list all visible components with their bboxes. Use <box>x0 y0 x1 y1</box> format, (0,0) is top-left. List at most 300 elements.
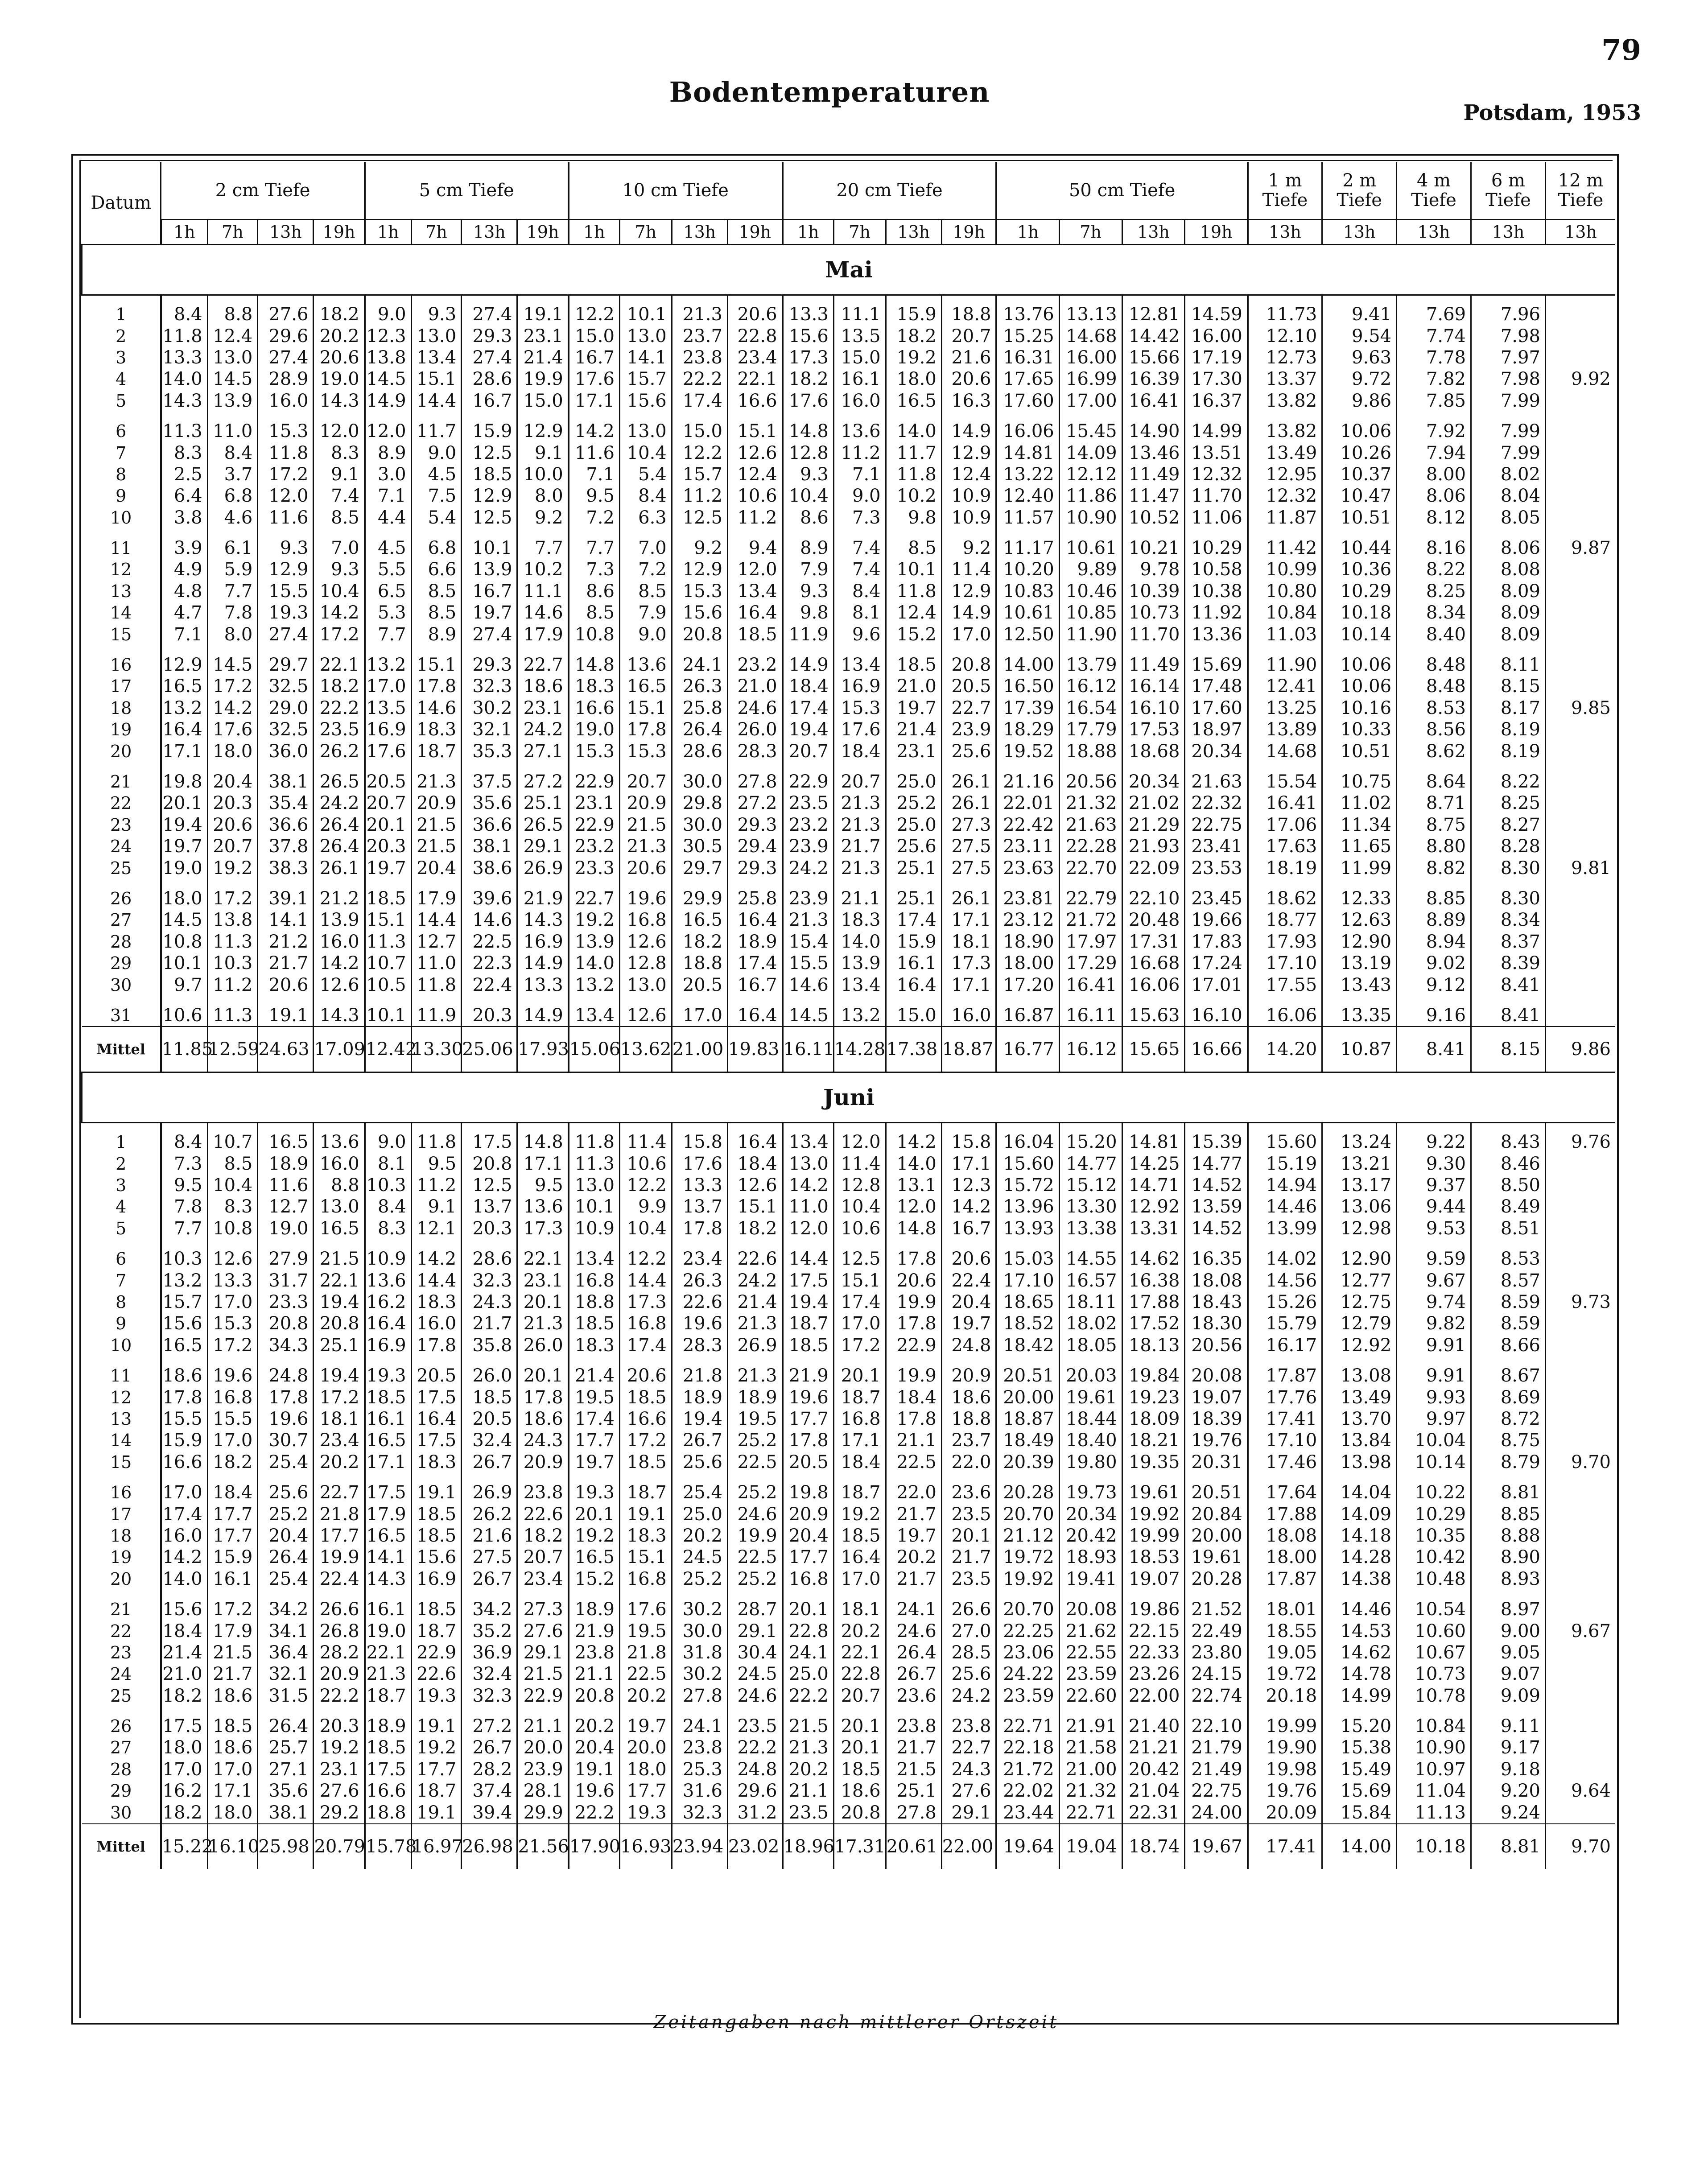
spacer-cell <box>258 1356 314 1365</box>
value-cell: 25.7 <box>258 1737 314 1758</box>
value-cell: 32.1 <box>462 719 517 740</box>
spacer-cell <box>411 412 462 421</box>
value-cell: 16.7 <box>462 390 517 412</box>
spacer-cell <box>886 1123 941 1132</box>
value-cell: 16.5 <box>672 909 727 931</box>
value-cell: 21.00 <box>672 1027 727 1072</box>
value-cell: 19.61 <box>1059 1386 1122 1408</box>
value-cell: 30.4 <box>727 1642 782 1663</box>
value-cell: 20.9 <box>941 1365 996 1386</box>
value-cell: 11.34 <box>1322 814 1397 836</box>
value-cell: 20.8 <box>941 654 996 676</box>
value-cell: 7.5 <box>411 485 462 507</box>
spacer-cell <box>886 1590 941 1599</box>
value-cell: 17.52 <box>1122 1313 1185 1334</box>
spacer-cell <box>727 295 782 304</box>
value-cell: 30.2 <box>462 697 517 719</box>
value-cell: 17.8 <box>886 1408 941 1430</box>
spacer-cell <box>1248 1473 1322 1482</box>
spacer-cell <box>462 528 517 537</box>
value-cell: 12.92 <box>1122 1196 1185 1217</box>
table-row <box>82 1780 1616 1802</box>
value-cell: 13.84 <box>1322 1430 1397 1451</box>
value-cell: 25.4 <box>672 1482 727 1503</box>
spacer-cell <box>462 1590 517 1599</box>
value-cell: 8.41 <box>1471 974 1545 995</box>
value-cell: 25.6 <box>886 836 941 857</box>
value-cell: 15.0 <box>833 347 886 368</box>
spacer-cell <box>886 879 941 888</box>
value-cell <box>1545 1685 1615 1706</box>
value-cell: 5.4 <box>619 464 672 485</box>
spacer-cell <box>1397 1590 1471 1599</box>
value-cell: 19.7 <box>462 602 517 623</box>
spacer-cell <box>207 762 258 771</box>
value-cell: 7.9 <box>783 559 834 580</box>
spacer-cell <box>1471 1473 1545 1482</box>
spacer-cell <box>783 412 834 421</box>
value-cell: 23.1 <box>569 792 620 814</box>
value-cell: 8.75 <box>1471 1430 1545 1451</box>
value-cell: 11.3 <box>161 421 207 442</box>
time-header: 13h <box>886 219 941 245</box>
value-cell: 26.9 <box>462 1482 517 1503</box>
value-cell: 16.11 <box>783 1027 834 1072</box>
date-cell: 9 <box>116 1314 127 1334</box>
value-cell: 14.20 <box>1248 1027 1322 1072</box>
value-cell: 30.0 <box>672 771 727 792</box>
value-cell: 22.25 <box>996 1620 1059 1641</box>
value-cell: 17.5 <box>161 1716 207 1737</box>
value-cell: 18.97 <box>1185 719 1248 740</box>
value-cell: 21.16 <box>996 771 1059 792</box>
spacer-cell <box>727 1123 782 1132</box>
value-cell: 14.8 <box>517 1131 569 1153</box>
time-header: 19h <box>314 219 365 245</box>
value-cell: 8.67 <box>1471 1365 1545 1386</box>
value-cell: 14.3 <box>365 1568 411 1590</box>
value-cell: 22.7 <box>941 697 996 719</box>
value-cell: 19.8 <box>783 1482 834 1503</box>
value-cell: 16.5 <box>258 1131 314 1153</box>
value-cell: 12.7 <box>411 931 462 953</box>
value-cell: 15.45 <box>1059 421 1122 442</box>
value-cell: 38.6 <box>462 857 517 878</box>
value-cell: 10.06 <box>1322 676 1397 697</box>
spacer-cell <box>1122 1473 1185 1482</box>
value-cell: 37.5 <box>462 771 517 792</box>
value-cell: 11.9 <box>411 1005 462 1027</box>
spacer-cell <box>411 295 462 304</box>
value-cell: 24.8 <box>258 1365 314 1386</box>
value-cell: 24.3 <box>517 1430 569 1451</box>
spacer-cell <box>82 528 161 537</box>
table-row <box>82 304 1616 325</box>
spacer-row <box>82 1123 1616 1132</box>
value-cell: 24.00 <box>1185 1802 1248 1823</box>
value-cell: 8.5 <box>411 581 462 602</box>
value-cell: 7.99 <box>1471 442 1545 463</box>
value-cell: 10.22 <box>1397 1482 1471 1503</box>
value-cell: 15.84 <box>1322 1802 1397 1823</box>
value-cell: 19.07 <box>1122 1568 1185 1590</box>
spacer-cell <box>727 528 782 537</box>
value-cell: 25.1 <box>314 1335 365 1356</box>
value-cell: 7.0 <box>314 537 365 559</box>
date-cell: 3 <box>116 1175 127 1196</box>
value-cell: 12.5 <box>462 507 517 528</box>
value-cell: 17.2 <box>314 623 365 645</box>
value-cell: 15.69 <box>1185 654 1248 676</box>
value-cell: 12.6 <box>727 442 782 463</box>
value-cell: 16.0 <box>314 1153 365 1175</box>
spacer-cell <box>941 1473 996 1482</box>
spacer-cell <box>1248 1590 1322 1599</box>
value-cell: 24.6 <box>727 697 782 719</box>
value-cell: 17.0 <box>207 1430 258 1451</box>
value-cell: 7.98 <box>1471 368 1545 390</box>
value-cell: 28.5 <box>941 1642 996 1663</box>
spacer-cell <box>1059 996 1122 1005</box>
value-cell: 17.1 <box>941 909 996 931</box>
value-cell <box>1545 1642 1615 1663</box>
value-cell: 10.61 <box>1059 537 1122 559</box>
spacer-cell <box>833 762 886 771</box>
spacer-cell <box>886 1356 941 1365</box>
value-cell: 14.3 <box>314 390 365 412</box>
value-cell: 28.3 <box>727 740 782 762</box>
value-cell: 9.63 <box>1322 347 1397 368</box>
value-cell: 13.17 <box>1322 1175 1397 1196</box>
value-cell: 17.9 <box>411 888 462 909</box>
value-cell: 28.6 <box>672 740 727 762</box>
value-cell: 8.3 <box>365 1218 411 1239</box>
value-cell: 15.5 <box>258 581 314 602</box>
value-cell: 24.2 <box>783 857 834 878</box>
spacer-cell <box>517 996 569 1005</box>
date-cell: 1 <box>116 305 127 325</box>
value-cell: 18.6 <box>941 1386 996 1408</box>
value-cell: 20.4 <box>569 1737 620 1758</box>
value-cell: 7.1 <box>569 464 620 485</box>
spacer-cell <box>365 1473 411 1482</box>
value-cell: 21.32 <box>1059 1780 1122 1802</box>
value-cell: 13.6 <box>365 1270 411 1291</box>
spacer-cell <box>1059 1473 1122 1482</box>
spacer-cell <box>886 762 941 771</box>
value-cell <box>1545 974 1615 995</box>
value-cell: 14.8 <box>569 654 620 676</box>
value-cell: 25.4 <box>258 1568 314 1590</box>
spacer-cell <box>996 879 1059 888</box>
value-cell: 26.8 <box>314 1620 365 1641</box>
value-cell: 17.5 <box>783 1270 834 1291</box>
value-cell: 22.4 <box>462 974 517 995</box>
value-cell: 22.1 <box>727 368 782 390</box>
value-cell: 18.2 <box>672 931 727 953</box>
value-cell <box>1545 1153 1615 1175</box>
value-cell: 9.02 <box>1397 953 1471 974</box>
value-cell: 13.6 <box>619 654 672 676</box>
value-cell: 14.99 <box>1185 421 1248 442</box>
value-cell: 16.77 <box>996 1027 1059 1072</box>
value-cell: 21.4 <box>727 1291 782 1313</box>
value-cell: 18.2 <box>161 1802 207 1823</box>
spacer-cell <box>941 1239 996 1248</box>
spacer-cell <box>82 1473 161 1482</box>
value-cell: 14.1 <box>258 909 314 931</box>
value-cell: 18.11 <box>1059 1291 1122 1313</box>
value-cell: 19.3 <box>258 602 314 623</box>
value-cell: 16.8 <box>619 909 672 931</box>
value-cell: 12.77 <box>1322 1270 1397 1291</box>
value-cell: 7.85 <box>1397 390 1471 412</box>
value-cell: 13.3 <box>672 1175 727 1196</box>
table-row <box>82 368 1616 390</box>
value-cell: 15.3 <box>833 697 886 719</box>
value-cell: 31.2 <box>727 1802 782 1823</box>
value-cell: 14.68 <box>1248 740 1322 762</box>
value-cell: 19.9 <box>517 368 569 390</box>
value-cell: 22.28 <box>1059 836 1122 857</box>
spacer-cell <box>411 1590 462 1599</box>
value-cell: 11.1 <box>517 581 569 602</box>
value-cell: 19.3 <box>619 1802 672 1823</box>
value-cell: 15.63 <box>1122 1005 1185 1027</box>
value-cell: 10.3 <box>207 953 258 974</box>
value-cell: 25.8 <box>727 888 782 909</box>
value-cell: 14.5 <box>365 368 411 390</box>
spacer-cell <box>258 762 314 771</box>
datum-header: Datum <box>82 162 161 245</box>
value-cell: 16.6 <box>619 1408 672 1430</box>
value-cell: 26.4 <box>258 1716 314 1737</box>
value-cell: 9.12 <box>1397 974 1471 995</box>
date-cell: 26 <box>110 888 132 908</box>
spacer-cell <box>1059 1123 1122 1132</box>
value-cell: 18.0 <box>161 888 207 909</box>
value-cell: 17.46 <box>1248 1452 1322 1473</box>
value-cell: 24.2 <box>517 719 569 740</box>
spacer-cell <box>569 762 620 771</box>
value-cell: 16.35 <box>1185 1248 1248 1270</box>
value-cell: 21.7 <box>941 1546 996 1568</box>
value-cell: 22.71 <box>1059 1802 1122 1823</box>
spacer-cell <box>1059 1239 1122 1248</box>
spacer-cell <box>727 879 782 888</box>
date-cell: 4 <box>116 369 127 389</box>
value-cell: 16.5 <box>161 676 207 697</box>
value-cell: 15.38 <box>1322 1737 1397 1758</box>
value-cell: 21.8 <box>672 1365 727 1386</box>
date-cell: 25 <box>110 1686 132 1706</box>
value-cell: 7.4 <box>833 537 886 559</box>
value-cell: 19.99 <box>1248 1716 1322 1737</box>
value-cell: 10.37 <box>1322 464 1397 485</box>
value-cell: 25.6 <box>258 1482 314 1503</box>
value-cell: 23.81 <box>996 888 1059 909</box>
value-cell: 10.1 <box>161 953 207 974</box>
spacer-cell <box>517 412 569 421</box>
value-cell: 12.0 <box>783 1218 834 1239</box>
value-cell: 18.4 <box>783 676 834 697</box>
value-cell: 6.6 <box>411 559 462 580</box>
value-cell: 16.4 <box>365 1313 411 1334</box>
value-cell: 10.1 <box>569 1196 620 1217</box>
value-cell: 11.92 <box>1185 602 1248 623</box>
value-cell: 9.1 <box>314 464 365 485</box>
value-cell: 19.92 <box>1122 1503 1185 1525</box>
value-cell: 18.13 <box>1122 1335 1185 1356</box>
value-cell <box>1545 909 1615 931</box>
value-cell: 8.93 <box>1471 1568 1545 1590</box>
value-cell: 21.49 <box>1185 1759 1248 1780</box>
value-cell: 19.66 <box>1185 909 1248 931</box>
value-cell <box>1545 1663 1615 1685</box>
value-cell: 20.39 <box>996 1452 1059 1473</box>
value-cell: 16.10 <box>1185 1005 1248 1027</box>
value-cell: 8.88 <box>1471 1525 1545 1546</box>
value-cell: 22.5 <box>619 1663 672 1685</box>
value-cell: 10.16 <box>1322 697 1397 719</box>
value-cell: 16.00 <box>1185 325 1248 346</box>
spacer-cell <box>1248 762 1322 771</box>
spacer-cell <box>517 1590 569 1599</box>
table-row <box>82 390 1616 412</box>
value-cell: 14.18 <box>1322 1525 1397 1546</box>
value-cell: 9.82 <box>1397 1313 1471 1334</box>
value-cell: 19.1 <box>411 1482 462 1503</box>
spacer-cell <box>727 1590 782 1599</box>
value-cell: 20.1 <box>833 1365 886 1386</box>
value-cell: 29.3 <box>462 654 517 676</box>
value-cell: 17.90 <box>569 1824 620 1869</box>
spacer-cell <box>1185 412 1248 421</box>
value-cell: 7.4 <box>833 559 886 580</box>
spacer-cell <box>1545 996 1615 1005</box>
value-cell: 17.19 <box>1185 347 1248 368</box>
spacer-cell <box>1248 1707 1322 1716</box>
value-cell: 16.7 <box>941 1218 996 1239</box>
spacer-cell <box>411 1707 462 1716</box>
value-cell: 16.1 <box>365 1599 411 1620</box>
spacer-cell <box>411 762 462 771</box>
value-cell: 9.76 <box>1545 1131 1615 1153</box>
value-cell: 22.1 <box>833 1642 886 1663</box>
spacer-cell <box>462 412 517 421</box>
value-cell <box>1545 1599 1615 1620</box>
value-cell: 12.4 <box>207 325 258 346</box>
value-cell: 25.6 <box>941 1663 996 1685</box>
value-cell: 18.6 <box>207 1737 258 1758</box>
value-cell: 18.9 <box>569 1599 620 1620</box>
value-cell: 18.5 <box>462 1386 517 1408</box>
value-cell: 11.9 <box>783 623 834 645</box>
spacer-cell <box>1122 1123 1185 1132</box>
value-cell: 19.67 <box>1185 1824 1248 1869</box>
value-cell: 8.71 <box>1397 792 1471 814</box>
spacer-cell <box>783 1473 834 1482</box>
time-header: 13h <box>1248 219 1322 245</box>
value-cell: 22.2 <box>569 1802 620 1823</box>
value-cell: 14.6 <box>517 602 569 623</box>
value-cell: 19.7 <box>161 836 207 857</box>
depth-header-12m: 12 m Tiefe <box>1545 162 1615 219</box>
table-row <box>82 1153 1616 1175</box>
spacer-cell <box>569 1239 620 1248</box>
value-cell: 27.8 <box>886 1802 941 1823</box>
value-cell: 22.5 <box>462 931 517 953</box>
value-cell: 8.12 <box>1397 507 1471 528</box>
value-cell: 19.99 <box>1122 1525 1185 1546</box>
value-cell: 25.2 <box>886 792 941 814</box>
group-gap-row <box>82 762 1616 771</box>
value-cell: 20.5 <box>365 771 411 792</box>
value-cell: 20.51 <box>1185 1482 1248 1503</box>
table-row <box>82 931 1616 953</box>
value-cell: 7.98 <box>1471 325 1545 346</box>
value-cell: 11.70 <box>1122 623 1185 645</box>
spacer-cell <box>411 1356 462 1365</box>
table-frame <box>71 154 1619 2025</box>
value-cell: 36.6 <box>258 814 314 836</box>
table-row <box>82 1599 1616 1620</box>
value-cell: 25.0 <box>672 1503 727 1525</box>
spacer-cell <box>207 1707 258 1716</box>
spacer-cell <box>833 295 886 304</box>
value-cell: 18.8 <box>941 1408 996 1430</box>
value-cell: 11.8 <box>569 1131 620 1153</box>
value-cell: 20.2 <box>314 1452 365 1473</box>
value-cell: 15.0 <box>569 325 620 346</box>
value-cell: 16.5 <box>314 1218 365 1239</box>
value-cell: 18.6 <box>517 1408 569 1430</box>
value-cell: 29.7 <box>258 654 314 676</box>
value-cell: 31.6 <box>672 1780 727 1802</box>
value-cell: 22.18 <box>996 1737 1059 1758</box>
value-cell: 14.6 <box>462 909 517 931</box>
value-cell: 11.49 <box>1122 464 1185 485</box>
date-cell: 8 <box>116 464 127 484</box>
value-cell: 9.18 <box>1471 1759 1545 1780</box>
value-cell: 11.3 <box>207 1005 258 1027</box>
value-cell: 25.1 <box>517 792 569 814</box>
value-cell: 22.9 <box>569 814 620 836</box>
value-cell: 16.0 <box>941 1005 996 1027</box>
value-cell <box>1545 581 1615 602</box>
value-cell: 15.9 <box>886 304 941 325</box>
value-cell: 17.7 <box>569 1430 620 1451</box>
value-cell: 16.00 <box>1059 347 1122 368</box>
value-cell: 19.5 <box>727 1408 782 1430</box>
value-cell: 28.9 <box>258 368 314 390</box>
date-cell: 31 <box>110 1005 132 1025</box>
value-cell: 21.3 <box>727 1313 782 1334</box>
value-cell: 15.7 <box>161 1291 207 1313</box>
value-cell: 10.1 <box>886 559 941 580</box>
value-cell: 8.34 <box>1397 602 1471 623</box>
value-cell: 23.5 <box>941 1568 996 1590</box>
value-cell: 38.3 <box>258 857 314 878</box>
value-cell: 15.22 <box>161 1824 207 1869</box>
value-cell: 14.2 <box>941 1196 996 1217</box>
group-gap-row <box>82 1356 1616 1365</box>
value-cell: 12.2 <box>569 304 620 325</box>
value-cell: 13.2 <box>161 697 207 719</box>
value-cell: 14.2 <box>411 1248 462 1270</box>
spacer-cell <box>1545 528 1615 537</box>
spacer-cell <box>1545 1123 1615 1132</box>
